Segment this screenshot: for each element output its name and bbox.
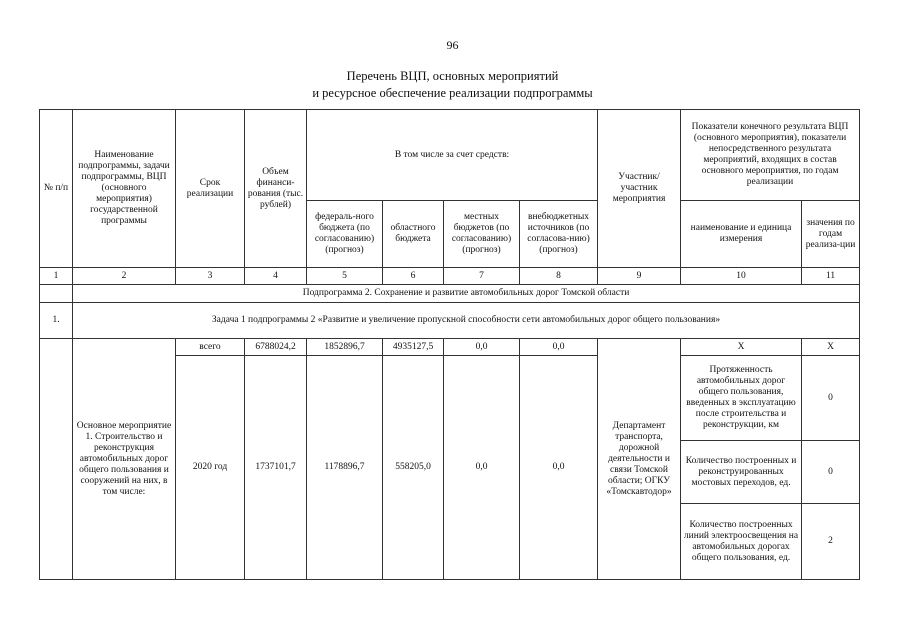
column-number: 11 xyxy=(802,268,860,285)
task-num: 1. xyxy=(40,303,73,339)
total-volume: 6788024,2 xyxy=(245,339,307,356)
year-term: 2020 год xyxy=(176,356,245,580)
indicator-value: 0 xyxy=(802,441,860,504)
header-extra: внебюджетных источников (по согласова-нию) (прогноз) xyxy=(520,201,598,268)
indicator-name: Количество построенных линий электроосвещения на автомобильных дорогах общего пользования, ед. xyxy=(681,504,802,580)
year-volume: 1737101,7 xyxy=(245,356,307,580)
program-table xyxy=(39,109,860,580)
indicator-value: 2 xyxy=(802,504,860,580)
total-federal: 1852896,7 xyxy=(307,339,383,356)
measure-participant: Департамент транспорта, дорожной деятельности и связи Томской области; ОГКУ «Томскавтодор» xyxy=(598,339,681,580)
indicator-value: 0 xyxy=(802,356,860,441)
column-numbers-row xyxy=(40,268,860,285)
total-term: всего xyxy=(176,339,245,356)
document-title xyxy=(0,68,905,102)
header-volume: Объем финанси-рования (тыс. рублей) xyxy=(245,110,307,268)
year-regional: 558205,0 xyxy=(383,356,444,580)
year-federal: 1178896,7 xyxy=(307,356,383,580)
header-name: Наименование подпрограммы, задачи подпрограммы, ВЦП (основного мероприятия) государственной программы xyxy=(73,110,176,268)
column-number: 5 xyxy=(307,268,383,285)
column-number: 8 xyxy=(520,268,598,285)
column-number: 2 xyxy=(73,268,176,285)
header-regional: областного бюджета xyxy=(383,201,444,268)
column-number: 3 xyxy=(176,268,245,285)
header-indicator-value: значения по годам реализа-ции xyxy=(802,201,860,268)
measure-num-cell xyxy=(40,339,73,580)
column-number: 4 xyxy=(245,268,307,285)
column-number: 1 xyxy=(40,268,73,285)
total-indicator: X xyxy=(681,339,802,356)
subprogram-title: Подпрограмма 2. Сохранение и развитие автомобильных дорог Томской области xyxy=(73,285,860,303)
indicator-name: Количество построенных и реконструированных мостовых переходов, ед. xyxy=(681,441,802,504)
indicator-name: Протяженность автомобильных дорог общего пользования, введенных в эксплуатацию после строительства и реконструкции, км xyxy=(681,356,802,441)
column-number: 10 xyxy=(681,268,802,285)
title-line-1: Перечень ВЦП, основных мероприятий xyxy=(346,69,559,83)
total-indicator-value: X xyxy=(802,339,860,356)
column-number: 7 xyxy=(444,268,520,285)
subprogram-num-cell xyxy=(40,285,73,303)
total-regional: 4935127,5 xyxy=(383,339,444,356)
header-indicator-name: наименование и единица измерения xyxy=(681,201,802,268)
header-results-group: Показатели конечного результата ВЦП (основного мероприятия), показатели непосредственного результата мероприятий, входящих в состав основного мероприятия, по годам реализации xyxy=(681,110,860,201)
header-num: № п/п xyxy=(40,110,73,268)
year-extra: 0,0 xyxy=(520,356,598,580)
column-number: 9 xyxy=(598,268,681,285)
total-extra: 0,0 xyxy=(520,339,598,356)
measure-name: Основное мероприятие 1. Строительство и реконструкция автомобильных дорог общего пользования и сооружений на них, в том числе: xyxy=(73,339,176,580)
year-local: 0,0 xyxy=(444,356,520,580)
header-sources-group: В том числе за счет средств: xyxy=(307,110,598,201)
column-number: 6 xyxy=(383,268,444,285)
header-term: Срок реализации xyxy=(176,110,245,268)
header-federal: федераль-ного бюджета (по согласованию) (прогноз) xyxy=(307,201,383,268)
page-number: 96 xyxy=(446,38,459,52)
header-local: местных бюджетов (по согласованию) (прогноз) xyxy=(444,201,520,268)
total-local: 0,0 xyxy=(444,339,520,356)
header-participant: Участник/ участник мероприятия xyxy=(598,110,681,268)
title-line-2: и ресурсное обеспечение реализации подпрограммы xyxy=(312,86,593,100)
task-text: Задача 1 подпрограммы 2 «Развитие и увеличение пропускной способности сети автомобильных дорог общего пользования» xyxy=(73,303,860,339)
